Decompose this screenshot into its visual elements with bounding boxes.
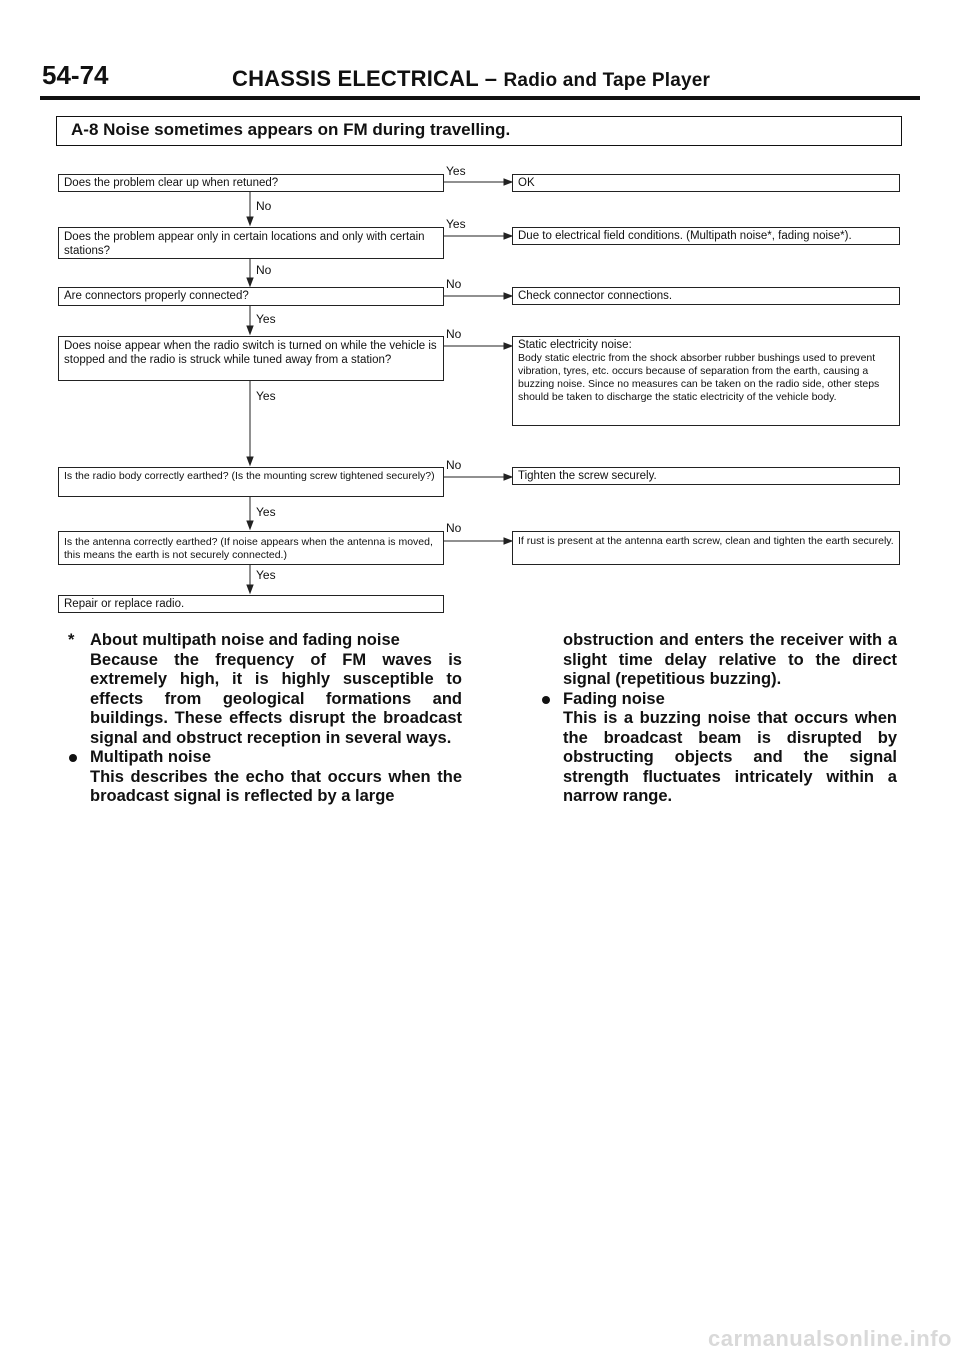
notes-heading: About multipath noise and fading noise (90, 631, 400, 649)
arrow-head (504, 474, 512, 480)
no-label: No (446, 521, 462, 535)
bullet-dot (69, 754, 77, 762)
arrow-head (504, 293, 512, 299)
yes-label: Yes (446, 217, 466, 231)
no-label: No (256, 199, 272, 213)
section-title: A-8 Noise sometimes appears on FM during travelling. (56, 116, 902, 146)
no-label: No (446, 327, 462, 341)
header-dash: – (484, 66, 498, 91)
yes-label: Yes (256, 568, 276, 582)
arrow-head (504, 233, 512, 239)
outcome-box-5: Tighten the screw securely. (512, 467, 900, 485)
notes-left-column (68, 631, 462, 807)
multipath-bullet (66, 748, 462, 768)
notes-right-column (563, 631, 897, 807)
arrow-head (247, 457, 253, 465)
arrow-head (504, 538, 512, 544)
outcome-box-1: OK (512, 174, 900, 192)
outcome-box-3: Check connector connections. (512, 287, 900, 305)
multipath-text-2: obstruction and enters the receiver with a slight time delay relative to the direct signal (repetitious buzzing). (563, 631, 897, 688)
watermark: carmanualsonline.info (708, 1326, 952, 1351)
outcome-box-2: Due to electrical field conditions. (Multipath noise*, fading noise*). (512, 227, 900, 245)
question-box-2: Does the problem appear only in certain locations and only with certain stations? (58, 227, 444, 259)
outcome-box-4 (512, 336, 900, 426)
arrow-head (247, 326, 253, 334)
arrow-head (247, 521, 253, 529)
static-noise-title: Static electricity noise: (518, 339, 632, 351)
static-noise-text: Body static electric from the shock absorber rubber bushings used to prevent vibration, tyres, etc. occurs because of separation from the earth, causing a buzzing noise. Since no measures can be taken on the radio side, other steps should be taken to discharge the static electricity of the vehicle body. (518, 352, 880, 403)
yes-label: Yes (256, 505, 276, 519)
arrow-head (247, 585, 253, 593)
yes-label: Yes (256, 389, 276, 403)
notes-intro: Because the frequency of FM waves is extremely high, it is highly susceptible to effects from geological formations and buildings. These effects disrupt the broadcast signal and obstruct reception in several ways. (90, 650, 462, 747)
no-label: No (446, 458, 462, 472)
multipath-text-1: This describes the echo that occurs when the broadcast signal is reflected by a large (90, 767, 462, 805)
bullet-dot (542, 696, 550, 704)
arrow-head (247, 278, 253, 286)
question-box-7: Repair or replace radio. (58, 595, 444, 613)
header-title-main: CHASSIS ELECTRICAL (232, 66, 479, 91)
yes-label: Yes (446, 164, 466, 178)
fading-title: Fading noise (563, 689, 665, 708)
header-subtitle: Radio and Tape Player (503, 70, 711, 91)
fading-text: This is a buzzing noise that occurs when the broadcast beam is disrupted by obstructing objects and the signal strength fluctuates intricately within a narrow range. (563, 709, 897, 805)
fading-bullet (539, 690, 897, 710)
no-label: No (256, 263, 272, 277)
outcome-box-6: If rust is present at the antenna earth screw, clean and tighten the earth securely. (512, 531, 900, 565)
arrow-head (504, 343, 512, 349)
multipath-title: Multipath noise (90, 748, 211, 766)
flowchart-connectors (0, 0, 960, 620)
question-box-3: Are connectors properly connected? (58, 287, 444, 306)
question-box-5: Is the radio body correctly earthed? (Is the mounting screw tightened securely?) (58, 467, 444, 497)
question-box-4: Does noise appear when the radio switch is turned on while the vehicle is stopped and the radio is struck while tuned away from a station? (58, 336, 444, 381)
no-label: No (446, 277, 462, 291)
question-box-1: Does the problem clear up when retuned? (58, 174, 444, 192)
yes-label: Yes (256, 312, 276, 326)
page-number: 54-74 (42, 60, 109, 90)
question-box-6: Is the antenna correctly earthed? (If noise appears when the antenna is moved, this means the earth is not securely connected.) (58, 531, 444, 565)
arrow-head (247, 217, 253, 225)
arrow-head (504, 179, 512, 185)
asterisk-marker: * (68, 631, 75, 649)
